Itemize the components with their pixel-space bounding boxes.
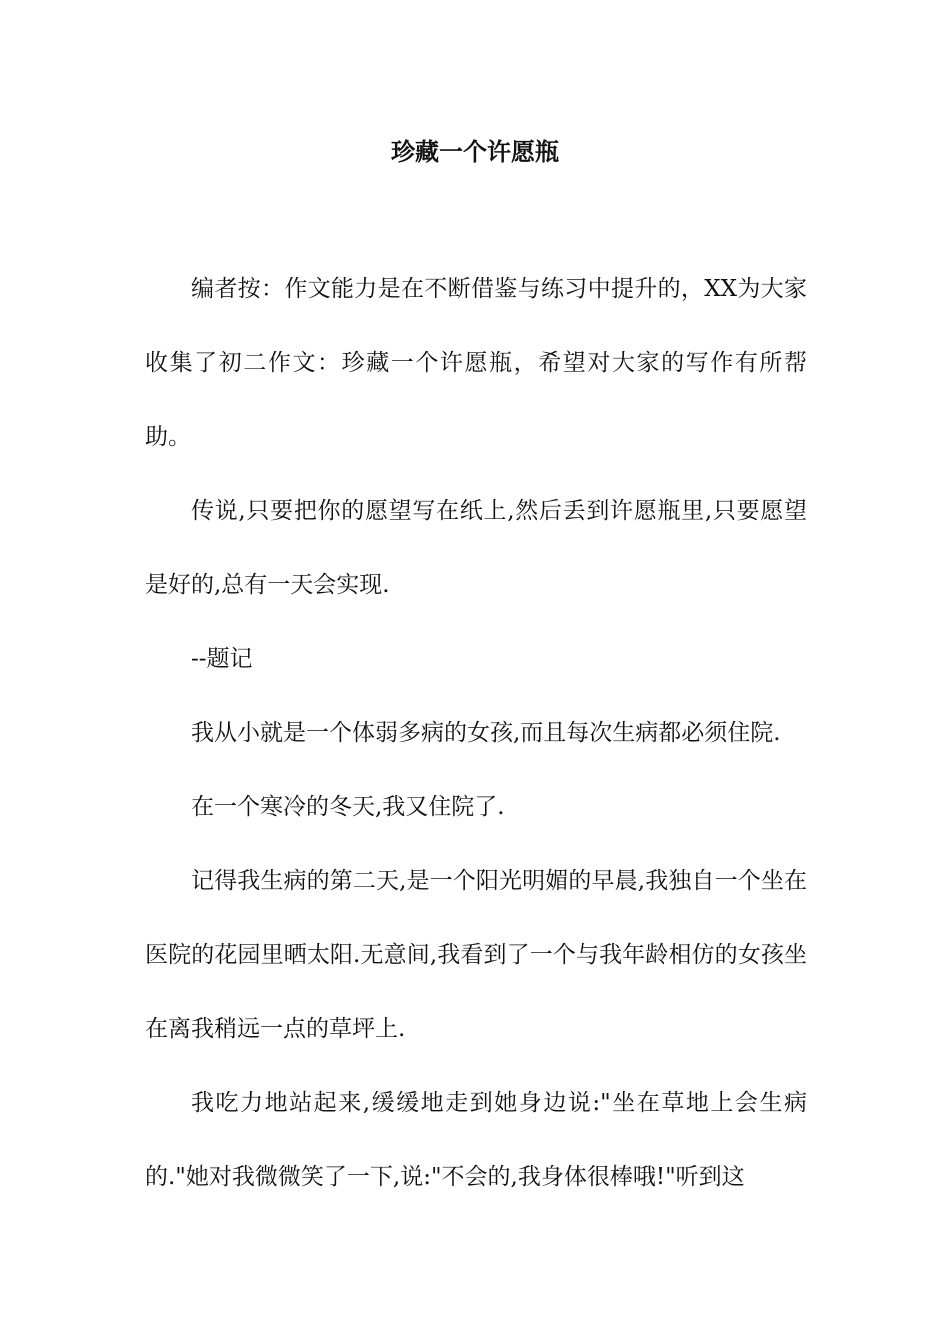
paragraph-legend: 传说,只要把你的愿望写在纸上,然后丢到许愿瓶里,只要愿望是好的,总有一天会实现.: [145, 498, 807, 598]
paragraph-garden: 记得我生病的第二天,是一个阳光明媚的早晨,我独自一个坐在医院的花园里晒太阳.无意间,我看到了一个与我年龄相仿的女孩坐在离我稍远一点的草坪上.: [145, 868, 807, 1042]
paragraph-childhood: 我从小就是一个体弱多病的女孩,而且每次生病都必须住院.: [191, 720, 781, 746]
paragraph-winter: 在一个寒冷的冬天,我又住院了.: [191, 794, 505, 820]
paragraph-conversation: 我吃力地站起来,缓缓地走到她身边说:"坐在草地上会生病的."她对我微微笑了一下,说:"不会的,我身体很棒哦!"听到这: [145, 1090, 807, 1190]
document-body: [145, 252, 807, 1214]
paragraph-epigraph: --题记: [191, 646, 253, 672]
document-title: 珍藏一个许愿瓶: [391, 137, 559, 166]
paragraph-editor-note: 编者按：作文能力是在不断借鉴与练习中提升的，XX为大家收集了初二作文：珍藏一个许愿瓶，希望对大家的写作有所帮助。: [145, 276, 807, 450]
